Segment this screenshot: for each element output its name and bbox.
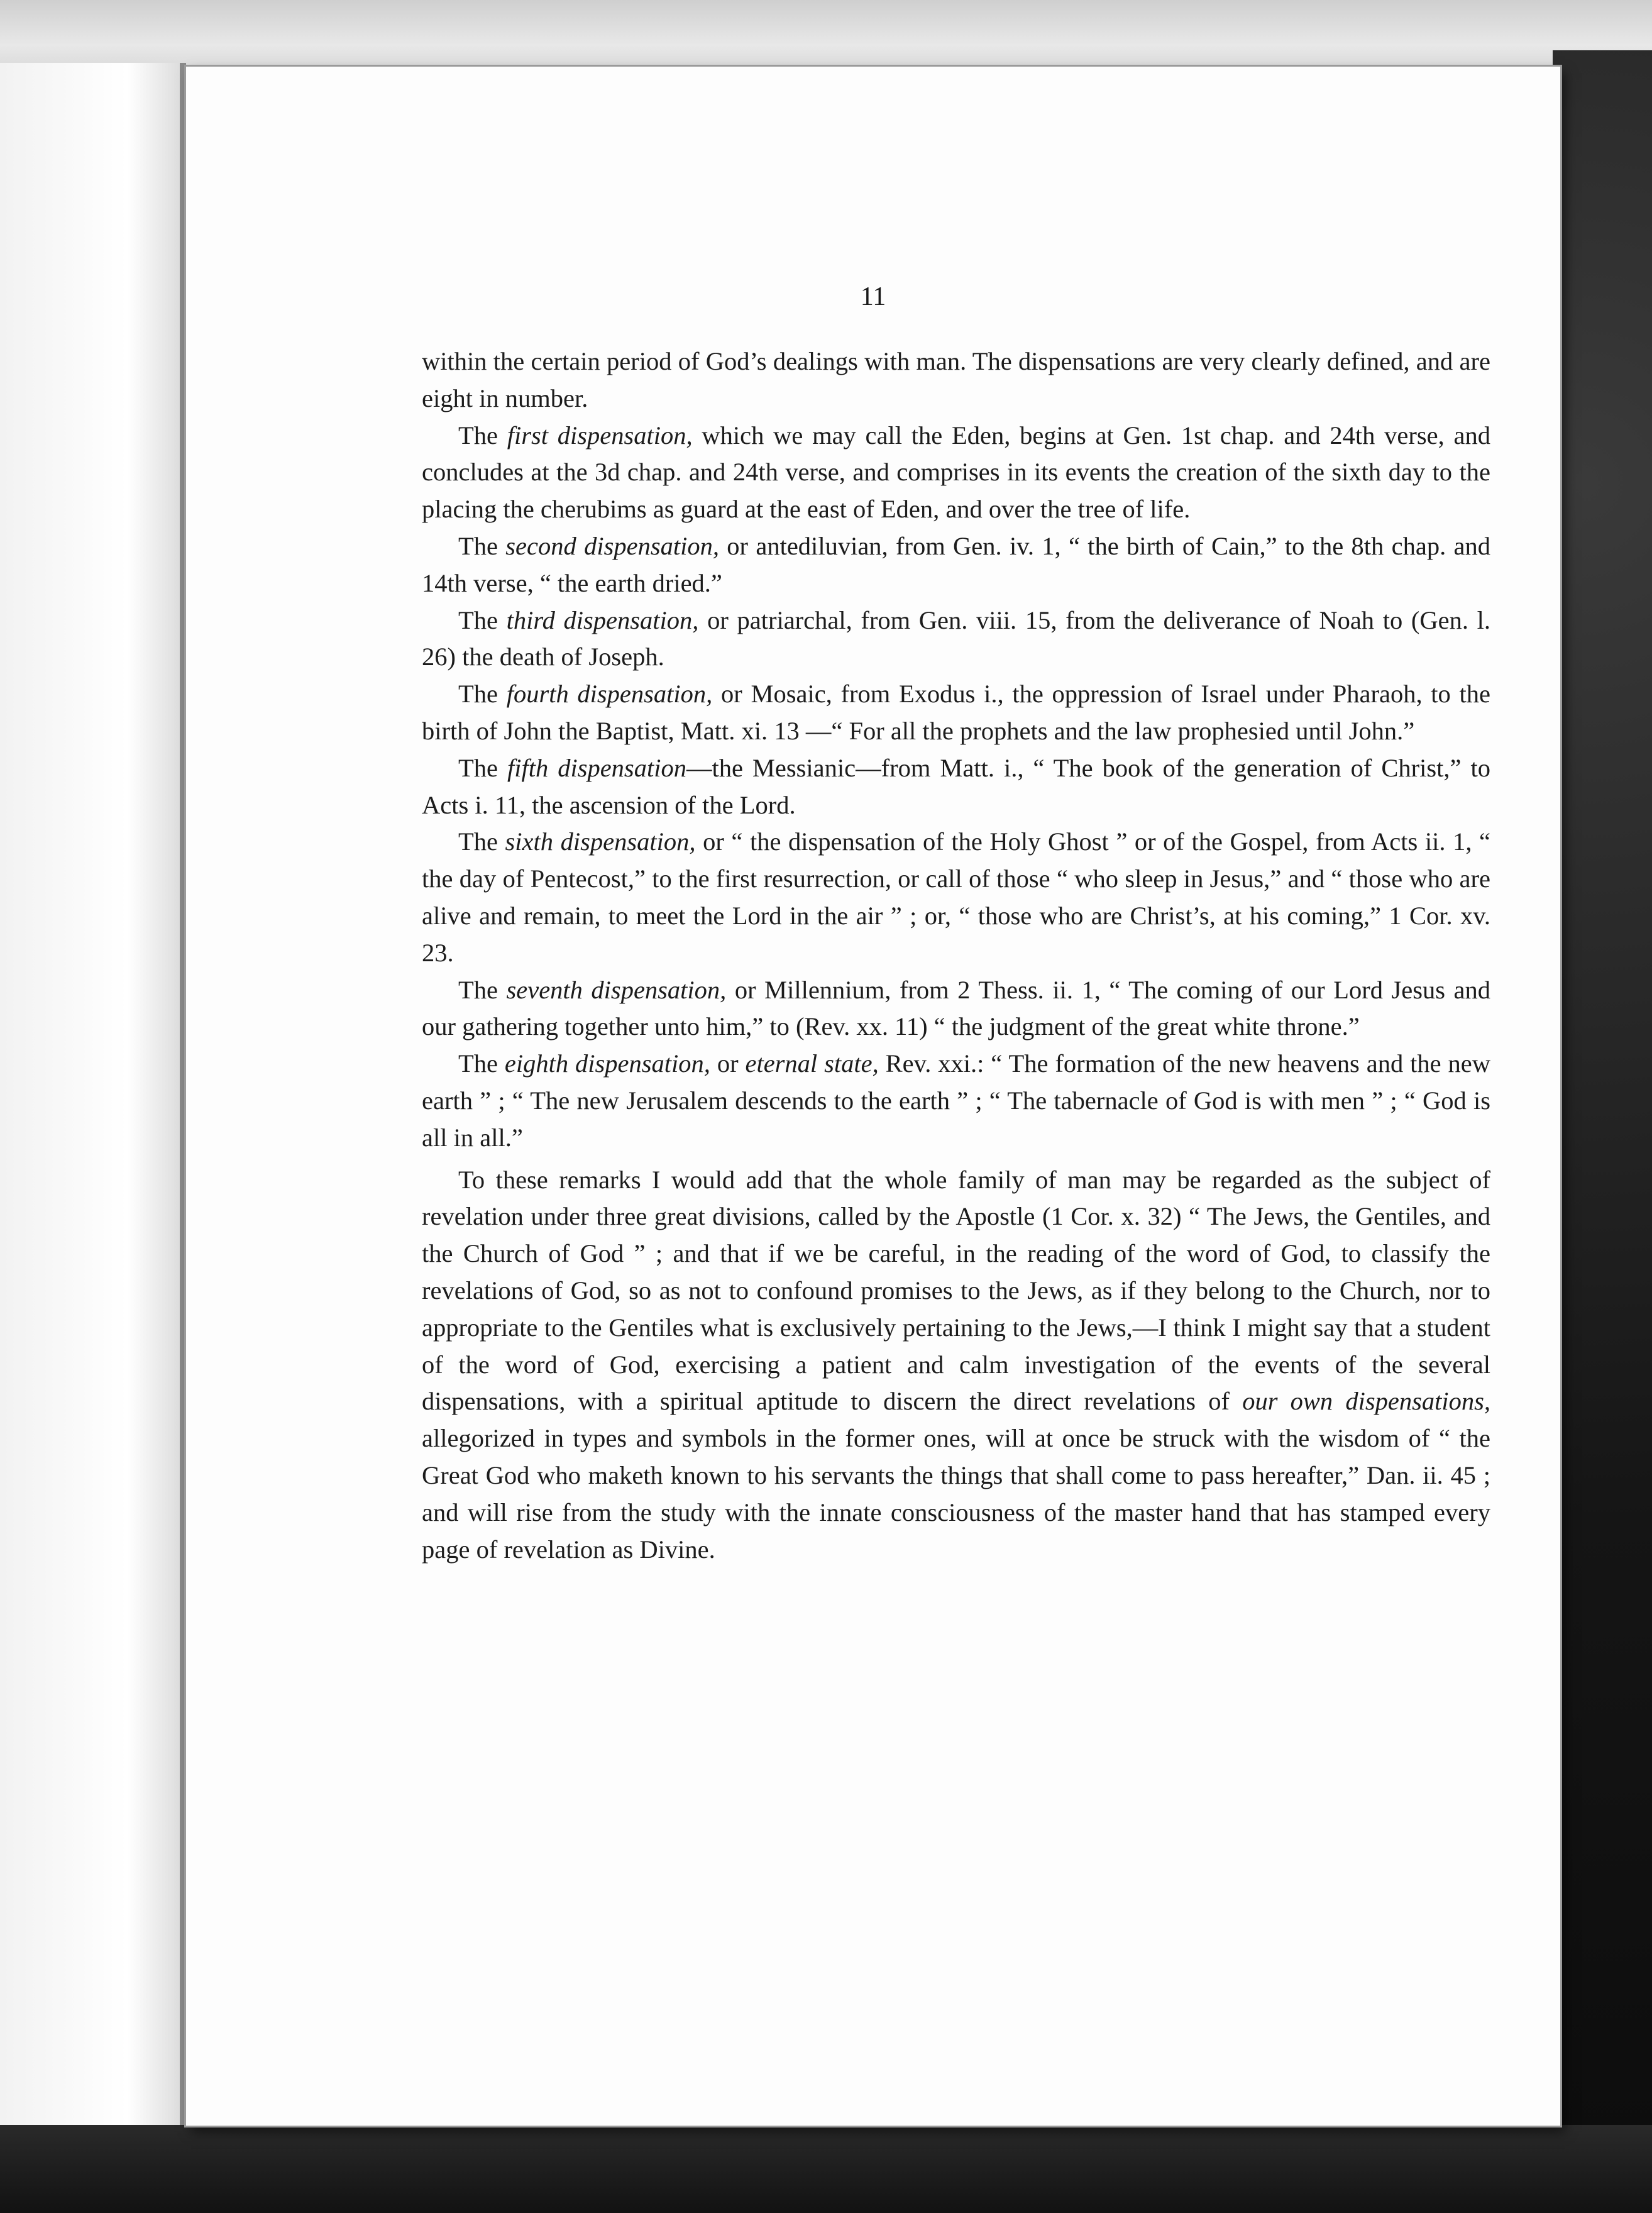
text-run: within the certain period of God’s dealings with man. The dispensations are very clearly defined, and are eight in number. (422, 347, 1490, 412)
text-run: —the Messianic—from Matt. i., “ The book of the generation of Christ,” to Acts i. 11, the ascension of the Lord. (422, 753, 1490, 819)
text-run: or “ the dispensation of the Holy Ghost ” or of the Gospel, from Acts ii. 1, “ the day of Pentecost,” to the first resurrection, or call of those “ who sleep in Jesus,” and “ those who are alive and remain, to meet the Lord in the air ” ; or, “ those who are Christ’s, at his coming,” 1 Cor. xv. 23. (422, 827, 1490, 967)
text-run: or (710, 1049, 746, 1078)
italic-term: eighth dispensation, (504, 1049, 710, 1078)
paragraph-first-dispensation (422, 417, 1490, 528)
paragraph-sixth-dispensation (422, 824, 1490, 971)
paragraph-fourth-dispensation (422, 676, 1490, 750)
text-run: The (458, 975, 507, 1004)
text-run: Rev. xxi.: “ The formation of the new heavens and the new earth ” ; “ The new Jerusalem descends to the earth ” ; “ The tabernacle of God is with men ” ; “ God is all in all.” (422, 1049, 1490, 1152)
text-run: or patriarchal, from Gen. viii. 15, from the deliverance of Noah to (Gen. l. 26) the death of Joseph. (422, 605, 1490, 671)
paragraph-third-dispensation (422, 602, 1490, 676)
text-run: The (458, 421, 507, 450)
paragraph (422, 343, 1490, 417)
text-run: The (458, 605, 507, 634)
book-page (186, 67, 1560, 2126)
paragraph-eighth-dispensation (422, 1046, 1490, 1156)
italic-term: fourth dispensation, (506, 680, 713, 709)
text-run: allegorized in types and symbols in the former ones, will at once be struck with the wisdom of “ the Great God who maketh known to his servants the things that shall come to pass hereafter,” Dan. ii. 45 ; and will rise from the study with the innate consciousness of the master hand that has stamped every page of revelation as Divine. (422, 1424, 1490, 1564)
italic-term: eternal state, (745, 1049, 879, 1078)
scan-background-top (0, 0, 1652, 75)
paragraph-fifth-dispensation (422, 750, 1490, 824)
text-run: The (458, 680, 507, 709)
text-run: which we may call the Eden, begins at Gen. 1st chap. and 24th verse, and concludes at the 3d chap. and 24th verse, and comprises in its events the creation of the sixth day to the placing the cherubims as guard at the east of Eden, and over the tree of life. (422, 421, 1490, 524)
body-text (422, 343, 1490, 1568)
italic-term: second dispensation, (505, 531, 719, 560)
scan-background-right (1553, 50, 1652, 2213)
italic-term: fifth dispensation (507, 753, 686, 782)
text-run: To these remarks I would add that the whole family of man may be regarded as the subject of revelation under three great divisions, called by the Apostle (1 Cor. x. 32) “ The Jews, the Gentiles, and the Church of God ” ; and that if we be careful, in the reading of the word of God, to classify the revelations of God, so as not to confound promises to the Jews, as if they belong to the Church, nor to appropriate to the Gentiles what is exclusively pertaining to the Jews,—I think I might say that a student of the word of God, exercising a patient and calm investigation of the events of the several dispensations, with a spiritual aptitude to discern the direct revelations of (422, 1165, 1490, 1416)
text-run: The (458, 1049, 505, 1078)
paragraph-seventh-dispensation (422, 972, 1490, 1046)
text-run: or Mosaic, from Exodus i., the oppression of Israel under Pharaoh, to the birth of John the Baptist, Matt. xi. 13 —“ For all the prophets and the law prophesied until John.” (422, 680, 1490, 745)
italic-term: third dispensation, (506, 605, 699, 634)
text-run: The (458, 827, 505, 856)
italic-term: first dispensation, (507, 421, 693, 450)
page-number: 11 (860, 282, 886, 311)
facing-page-edge (0, 63, 182, 2163)
scan-background-bottom (0, 2125, 1652, 2213)
paragraph-second-dispensation (422, 528, 1490, 602)
text-run: The (458, 531, 506, 560)
italic-term: sixth dispensation, (505, 827, 696, 856)
paragraph-closing-remarks (422, 1162, 1490, 1569)
text-run: The (458, 753, 507, 782)
italic-term: seventh dispensation, (506, 975, 727, 1004)
text-run: or Millennium, from 2 Thess. ii. 1, “ The coming of our Lord Jesus and our gathering together unto him,” to (Rev. xx. 11) “ the judgment of the great white throne.” (422, 975, 1491, 1041)
facing-page-fold (180, 63, 186, 2150)
italic-term: our own dispensations, (1242, 1387, 1490, 1416)
text-run: or antediluvian, from Gen. iv. 1, “ the birth of Cain,” to the 8th chap. and 14th verse, “ the earth dried.” (422, 531, 1490, 597)
